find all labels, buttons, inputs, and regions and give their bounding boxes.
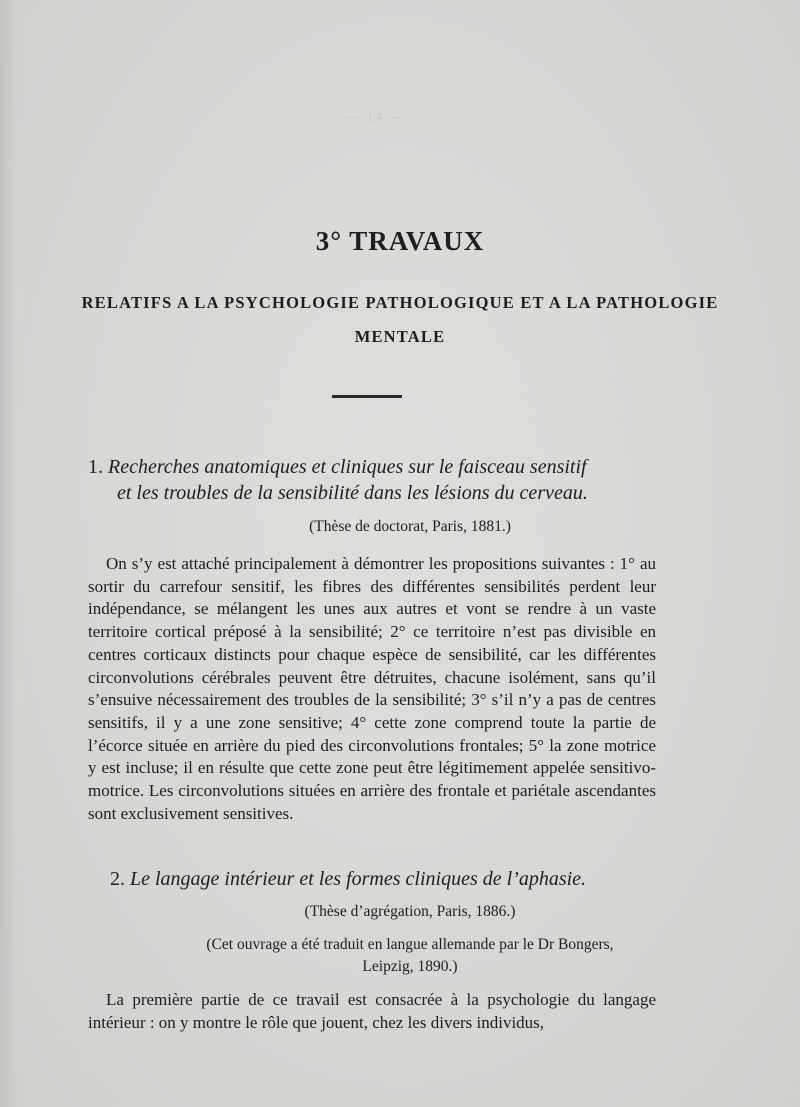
section-subheading: RELATIFS A LA PSYCHOLOGIE PATHOLOGIQUE ET A LA PATHOLOGIE MENTALE (81, 293, 719, 346)
item-2-paragraph: La première partie de ce travail est consacrée à la psychologie du langage intérieur : on y montre le rôle que jouent, chez les divers individus, (88, 990, 656, 1032)
item-2-note: (Thèse d’agrégation, Paris, 1886.) (304, 903, 516, 920)
translation-note-line1: (Cet ouvrage a été traduit en langue allemande par le Dr Bongers, (206, 936, 614, 953)
section-heading: 3° TRAVAUX (315, 226, 485, 256)
item-1-title-line2: et les troubles de la sensibilité dans les lésions du cerveau. (117, 482, 588, 504)
item-2-number: 2. (110, 868, 125, 890)
item-2-title-text: Le langage intérieur et les formes cliniques de l’aphasie. (130, 868, 587, 890)
item-2-translation-note (110, 934, 710, 978)
item-1-note: (Thèse de doctorat, Paris, 1881.) (309, 518, 511, 535)
page-number-mark: — 14 — (345, 110, 406, 125)
item-1-title-line1: Recherches anatomiques et cliniques sur le faisceau sensitif (108, 456, 587, 478)
scan-edge-shadow (0, 0, 18, 1107)
item-1-paragraph: On s’y est attaché principalement à démontrer les propositions suivantes : 1° au sortir du carrefour sensitif, les fibres des différentes sensibilités perdent leur indépendance, se mélangent les unes aux autres et vont se rendre à un vaste territoire cortical préposé à la sensibilité; 2° ce territoire n’est pas divisible en centres corticaux distincts pour chaque espèce de sensibilité, car les différentes circonvolutions cérébrales peuvent être détruites, chacune isolément, sans qu’il s’ensuive nécessairement des troubles de la sensibilité; 3° s’il n’y a pas de centres sensitifs, il y a une zone sensitive; 4° cette zone comprend toute la partie de l’écorce située en arrière du pied des circonvolutions frontales; 5° la zone motrice y est incluse; il en résulte que cette zone peut être légitimement appelée sensitivo-motrice. Les circonvolutions situées en arrière des frontale et pariétale ascendantes sont exclusivement sensitives. (88, 554, 656, 823)
item-1-title (88, 454, 688, 506)
item-1-number: 1. (88, 456, 103, 478)
translation-note-line2: Leipzig, 1890.) (362, 958, 458, 975)
section-divider (332, 395, 402, 398)
item-2-title (110, 866, 670, 892)
